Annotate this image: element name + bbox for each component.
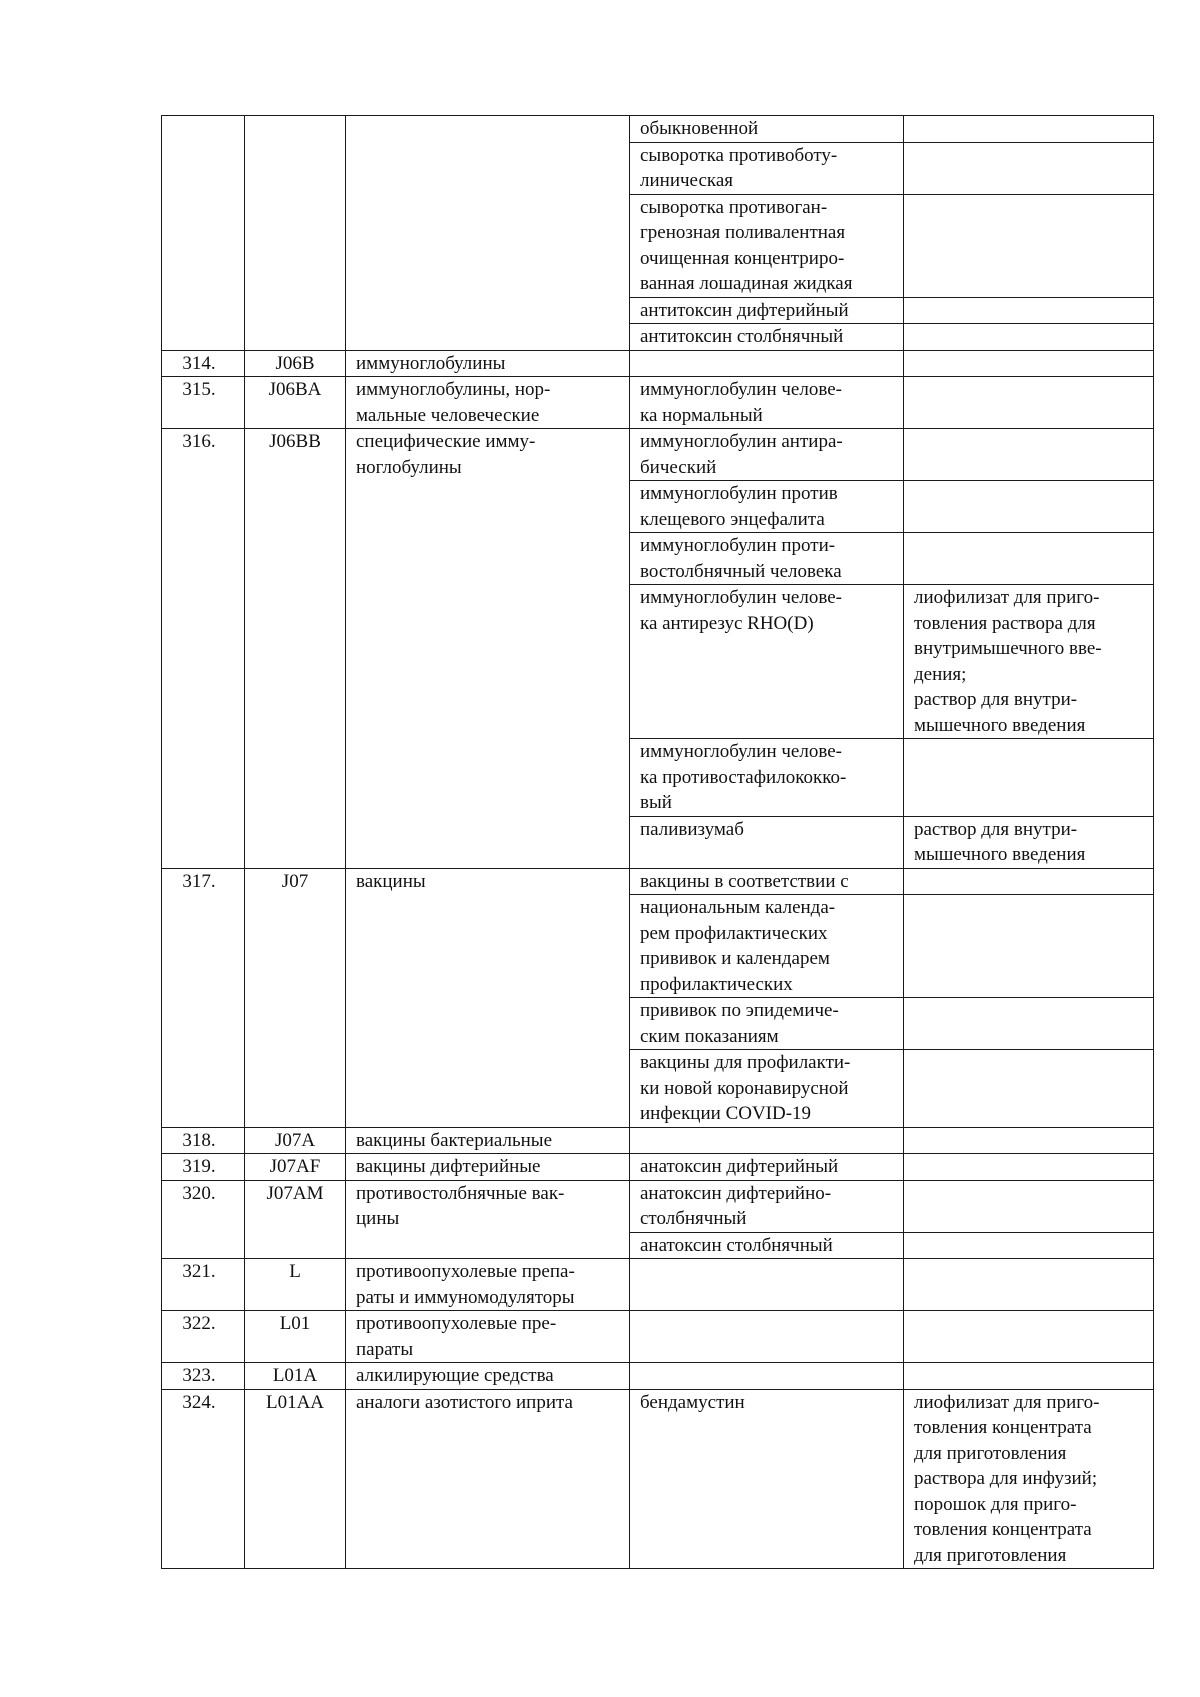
cell-text-line: алкилирующие средства [356,1365,554,1386]
cell-text-line: для приготовления [914,1442,1067,1464]
dosage-form-cell [904,895,1154,998]
cell-text-line: очищенная концентриро- [640,247,845,269]
cell-text-line: сыворотка противоботу- [640,144,838,166]
drug-name-cell [630,816,904,868]
group-name-cell [346,1311,630,1363]
dosage-form-cell [904,1180,1154,1232]
cell-text-line: 318. [182,1129,216,1151]
row-number-cell [162,1180,245,1259]
cell-text-line: вакцины бактериальные [356,1129,553,1151]
row-number-cell [162,116,245,351]
dosage-form-cell [904,998,1154,1050]
table-row [162,1389,1154,1569]
cell-text-line: противоопухолевые препа- [356,1261,575,1282]
cell-text-line: ским показаниям [640,1025,779,1047]
atc-code-cell [245,1389,346,1569]
cell-text-line: J06B [275,352,315,374]
cell-text-line: ка нормальный [640,404,763,426]
row-number-cell [162,1127,245,1154]
row-number-cell [162,1311,245,1363]
group-name-cell [346,116,630,351]
table-row [162,1127,1154,1154]
drug-name-cell [630,1363,904,1390]
cell-text-line: раты и иммуномодуляторы [356,1286,575,1308]
table-row [162,116,1154,143]
cell-text-line: 321. [182,1261,216,1282]
cell-text-line: параты [356,1338,414,1360]
atc-code-cell [245,868,346,1127]
cell-text-line: специфические иммy- [356,431,536,452]
dosage-form-cell [904,142,1154,194]
dosage-form-cell [904,1311,1154,1363]
group-name-cell [346,1127,630,1154]
cell-text-line: J07AF [269,1156,321,1177]
row-number-cell [162,868,245,1127]
cell-text-line: мышечного введения [914,844,1086,865]
cell-text-line: паливизумаб [640,818,744,840]
cell-text-line: раствора для инфузий; [914,1468,1098,1489]
drug-name-cell [630,1154,904,1181]
table-row [162,1311,1154,1363]
group-name-cell [346,1180,630,1259]
table-body [162,116,1154,1569]
cell-text-line: иммуноглобулин антира- [640,431,843,452]
drug-name-cell [630,297,904,324]
cell-text-line: аналоги азотистого иприта [356,1391,573,1413]
cell-text-line: мальные человеческие [356,404,540,426]
cell-text-line: противостолбнячные вак- [356,1182,565,1204]
drug-name-cell [630,739,904,817]
cell-text-line: раствор для внутри- [914,689,1078,710]
drug-name-cell [630,998,904,1050]
cell-text-line: L [289,1261,301,1282]
cell-text-line: лиофилизат для приго- [914,1391,1100,1413]
cell-text-line: лиофилизат для приго- [914,587,1100,608]
cell-text-line: 324. [182,1391,216,1413]
cell-text-line: иммуноглобулин против [640,483,838,504]
group-name-cell [346,1259,630,1311]
cell-text-line: дения; [914,663,967,685]
cell-text-line: иммуноглобулин челове- [640,379,842,400]
drug-table [161,115,1154,1569]
cell-text-line: L01 [279,1313,311,1334]
drug-name-cell [630,350,904,377]
cell-text-line: 316. [182,431,216,452]
cell-text-line: обыкновенной [640,118,759,139]
cell-text-line: сыворотка противоган- [640,196,828,218]
table-row [162,429,1154,481]
row-number-cell [162,429,245,869]
table-row [162,1259,1154,1311]
cell-text-line: раствор для внутри- [914,818,1078,840]
group-name-cell [346,1154,630,1181]
cell-text-line: анатоксин столбнячный [640,1234,833,1256]
dosage-form-cell [904,585,1154,739]
cell-text-line: J07AM [266,1182,324,1204]
cell-text-line: 314. [182,352,216,374]
cell-text-line: рем профилактических [640,922,828,944]
drug-name-cell [630,1259,904,1311]
atc-code-cell [245,377,346,429]
dosage-form-cell [904,350,1154,377]
cell-text-line: вый [640,792,672,813]
cell-text-line: столбнячный [640,1208,747,1229]
cell-text-line: бендамустин [640,1391,745,1413]
cell-text-line: иммуноглобулин проти- [640,535,836,556]
cell-text-line: инфекции COVID-19 [640,1103,812,1124]
row-number-cell [162,1363,245,1390]
dosage-form-cell [904,297,1154,324]
table-row [162,350,1154,377]
row-number-cell [162,1154,245,1181]
cell-text-line: 319. [182,1156,216,1177]
cell-text-line: антитоксин столбнячный [640,326,844,347]
cell-text-line: антитоксин дифтерийный [640,299,849,321]
group-name-cell [346,350,630,377]
cell-text-line: J06BB [269,431,321,452]
group-name-cell [346,1363,630,1390]
row-number-cell [162,350,245,377]
cell-text-line: L01A [272,1365,318,1386]
group-name-cell [346,868,630,1127]
dosage-form-cell [904,324,1154,351]
table-row [162,868,1154,895]
drug-name-cell [630,1127,904,1154]
dosage-form-cell [904,739,1154,817]
dosage-form-cell [904,533,1154,585]
cell-text-line: вакцины [356,870,426,892]
group-name-cell [346,1389,630,1569]
cell-text-line: гренозная поливалентная [640,222,846,243]
cell-text-line: товления концентрата [914,1417,1092,1438]
table-row [162,1180,1154,1232]
drug-name-cell [630,377,904,429]
row-number-cell [162,377,245,429]
cell-text-line: прививок и календарем [640,948,830,969]
drug-name-cell [630,1180,904,1232]
dosage-form-cell [904,1154,1154,1181]
cell-text-line: порошок для приго- [914,1493,1077,1515]
cell-text-line: ванная лошадиная жидкая [640,273,853,294]
cell-text-line: 317. [182,870,216,892]
cell-text-line: иммуноглобулин челове- [640,587,842,608]
cell-text-line: линическая [640,170,733,191]
row-number-cell [162,1259,245,1311]
cell-text-line: 323. [182,1365,216,1386]
cell-text-line: иммуноглобулин челове- [640,741,842,762]
group-name-cell [346,429,630,869]
atc-code-cell [245,116,346,351]
dosage-form-cell [904,1389,1154,1569]
drug-name-cell [630,142,904,194]
cell-text-line: вакцины дифтерийные [356,1156,541,1177]
cell-text-line: прививок по эпидемиче- [640,1000,839,1021]
cell-text-line: 322. [182,1313,216,1334]
cell-text-line: для приготовления [914,1544,1067,1566]
atc-code-cell [245,1180,346,1259]
dosage-form-cell [904,194,1154,297]
cell-text-line: вакцины в соответствии с [640,870,849,892]
drug-name-cell [630,1232,904,1259]
drug-name-cell [630,116,904,143]
drug-name-cell [630,1311,904,1363]
cell-text-line: иммуноглобулины, нор- [356,379,551,400]
cell-text-line: анатоксин дифтерийно- [640,1182,832,1204]
cell-text-line: мышечного введения [914,714,1086,736]
table-row [162,1154,1154,1181]
atc-code-cell [245,1154,346,1181]
atc-code-cell [245,1363,346,1390]
cell-text-line: J06BA [268,379,322,400]
dosage-form-cell [904,429,1154,481]
cell-text-line: ка антирезус RHO(D) [640,612,814,634]
dosage-form-cell [904,377,1154,429]
table-row [162,377,1154,429]
cell-text-line: клещевого энцефалита [640,508,825,530]
cell-text-line: востолбнячный человека [640,560,842,582]
cell-text-line: ка противостафилококко- [640,766,847,788]
cell-text-line: 320. [182,1182,216,1204]
atc-code-cell [245,1311,346,1363]
atc-code-cell [245,1127,346,1154]
drug-name-cell [630,429,904,481]
cell-text-line: внутримышечного вве- [914,638,1102,659]
atc-code-cell [245,350,346,377]
drug-name-cell [630,324,904,351]
cell-text-line: J07 [281,870,309,892]
cell-text-line: вакцины для профилакти- [640,1052,851,1073]
drug-name-cell [630,533,904,585]
cell-text-line: J07A [274,1129,316,1151]
drug-name-cell [630,481,904,533]
cell-text-line: L01AA [265,1391,325,1413]
cell-text-line: ки новой коронавирусной [640,1077,849,1099]
dosage-form-cell [904,1232,1154,1259]
drug-name-cell [630,1389,904,1569]
cell-text-line: 315. [182,379,216,400]
cell-text-line: противоопухолевые пре- [356,1313,557,1334]
drug-name-cell [630,1050,904,1128]
cell-text-line: бический [640,456,717,478]
cell-text-line: товления концентрата [914,1519,1092,1540]
drug-name-cell [630,868,904,895]
cell-text-line: иммуноглобулины [356,352,506,374]
drug-name-cell [630,585,904,739]
dosage-form-cell [904,1363,1154,1390]
dosage-form-cell [904,816,1154,868]
drug-name-cell [630,194,904,297]
group-name-cell [346,377,630,429]
dosage-form-cell [904,1259,1154,1311]
cell-text-line: товления раствора для [914,612,1096,634]
dosage-form-cell [904,868,1154,895]
dosage-form-cell [904,1050,1154,1128]
dosage-form-cell [904,116,1154,143]
atc-code-cell [245,1259,346,1311]
cell-text-line: цины [356,1208,400,1229]
row-number-cell [162,1389,245,1569]
cell-text-line: профилактических [640,973,793,995]
atc-code-cell [245,429,346,869]
dosage-form-cell [904,1127,1154,1154]
dosage-form-cell [904,481,1154,533]
cell-text-line: национальным календа- [640,897,836,918]
cell-text-line: анатоксин дифтерийный [640,1156,839,1177]
table-row [162,1363,1154,1390]
drug-name-cell [630,895,904,998]
cell-text-line: ноглобулины [356,456,462,478]
